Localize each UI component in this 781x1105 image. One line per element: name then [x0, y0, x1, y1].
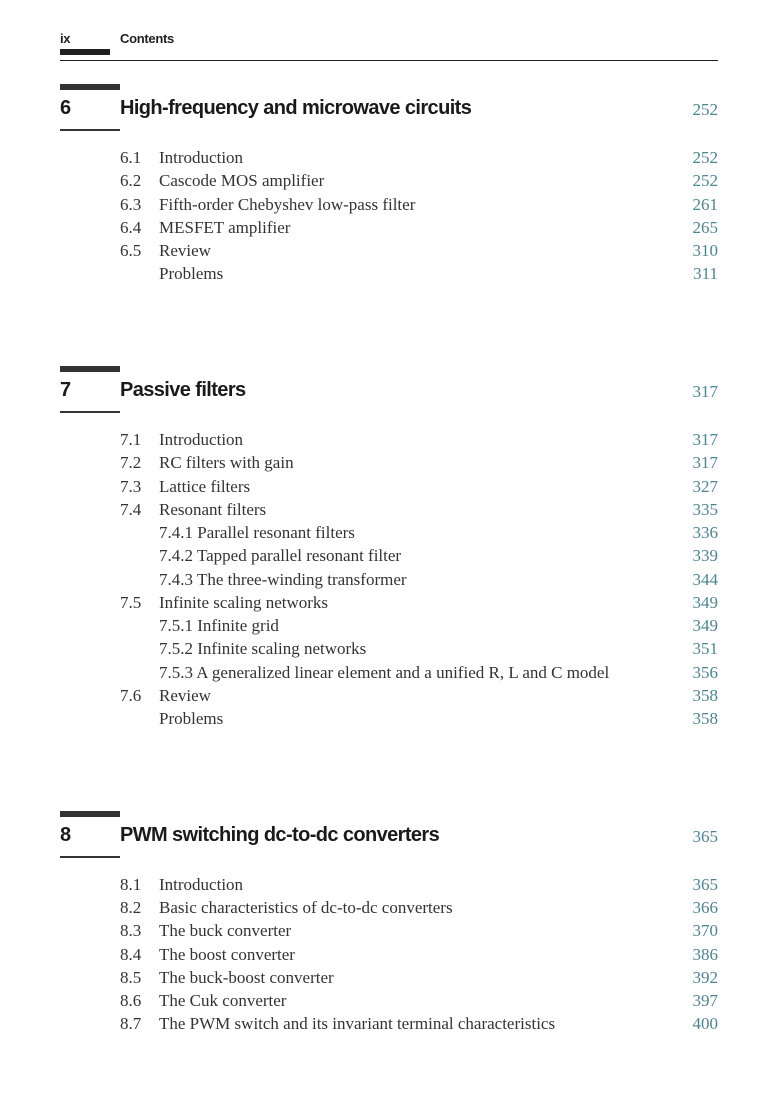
section-title: The Cuk converter: [159, 991, 287, 1010]
toc-entry: [0, 263, 781, 285]
section-page: 317: [692, 453, 718, 472]
toc-entry: [0, 545, 781, 567]
section-number: 8.4: [120, 945, 142, 964]
toc-entry: [0, 429, 781, 451]
section-title: RC filters with gain: [159, 453, 294, 472]
chapter-bar: [60, 366, 120, 372]
section-number: 8.6: [120, 991, 142, 1010]
section-number: 6.5: [120, 241, 142, 260]
section-page: 370: [692, 921, 718, 940]
chapter-number: 6: [60, 97, 71, 119]
section-title: Problems: [159, 709, 224, 728]
toc-entry: [0, 569, 781, 591]
toc-entry: [0, 194, 781, 216]
chapter-rule: [60, 411, 120, 413]
section-page: 339: [692, 546, 718, 565]
section-number: 7.4: [120, 500, 142, 519]
section-title: Introduction: [159, 148, 244, 167]
section-title: 7.4.3 The three-winding transformer: [159, 570, 407, 589]
section-title: MESFET amplifier: [159, 218, 291, 237]
toc-entry: [0, 1013, 781, 1035]
toc-entry: [0, 499, 781, 521]
section-page: 400: [692, 1014, 718, 1033]
section-title: 7.5.2 Infinite scaling networks: [159, 639, 367, 658]
header-rule: [60, 60, 718, 61]
section-title: Infinite scaling networks: [159, 593, 329, 612]
toc-entry: [0, 170, 781, 192]
toc-entry: [0, 147, 781, 169]
section-number: 7.2: [120, 453, 142, 472]
section-page: 317: [692, 430, 718, 449]
section-page: 351: [692, 639, 718, 658]
toc-entry: [0, 990, 781, 1012]
chapter-rule: [60, 129, 120, 131]
section-title: The buck converter: [159, 921, 292, 940]
section-page: 349: [692, 616, 718, 635]
section-page: 335: [692, 500, 718, 519]
section-page: 386: [692, 945, 718, 964]
section-number: 7.1: [120, 430, 142, 449]
section-title: The boost converter: [159, 945, 295, 964]
section-number: 8.5: [120, 968, 142, 987]
chapter-title: High-frequency and microwave circuits: [120, 97, 472, 119]
section-page: 252: [692, 171, 718, 190]
section-title: Problems: [159, 264, 224, 283]
section-title: The PWM switch and its invariant terminal characteristics: [159, 1014, 556, 1033]
section-page: 392: [692, 968, 718, 987]
section-page: 397: [692, 991, 718, 1010]
section-number: 6.2: [120, 171, 142, 190]
toc-entry: [0, 685, 781, 707]
running-header-title: Contents: [120, 31, 174, 46]
section-title: Introduction: [159, 430, 244, 449]
chapter-page: 252: [692, 100, 718, 119]
section-title: Review: [159, 686, 211, 705]
section-number: 8.2: [120, 898, 142, 917]
section-title: Review: [159, 241, 211, 260]
section-page: 365: [692, 875, 718, 894]
chapter-rule: [60, 856, 120, 858]
section-page: 366: [692, 898, 718, 917]
chapter-number: 8: [60, 824, 71, 846]
section-title: 7.4.1 Parallel resonant filters: [159, 523, 355, 542]
toc-entry: [0, 592, 781, 614]
chapter-page: 317: [692, 382, 718, 401]
section-page: 311: [693, 264, 718, 283]
chapter-page: 365: [692, 827, 718, 846]
section-number: 6.3: [120, 195, 142, 214]
section-number: 6.1: [120, 148, 142, 167]
chapter-number: 7: [60, 379, 71, 401]
toc-entry: [0, 522, 781, 544]
toc-entry: [0, 944, 781, 966]
section-page: 358: [692, 709, 718, 728]
section-number: 7.5: [120, 593, 142, 612]
section-number: 8.7: [120, 1014, 142, 1033]
section-title: 7.5.3 A generalized linear element and a unified R, L and C model: [159, 663, 610, 682]
section-number: 7.6: [120, 686, 142, 705]
toc-entry: [0, 967, 781, 989]
section-page: 265: [692, 218, 718, 237]
chapter-title: Passive filters: [120, 379, 246, 401]
toc-entry: [0, 708, 781, 730]
section-number: 8.1: [120, 875, 142, 894]
section-page: 261: [692, 195, 718, 214]
section-page: 327: [692, 477, 718, 496]
section-number: 8.3: [120, 921, 142, 940]
section-page: 310: [692, 241, 718, 260]
section-title: 7.5.1 Infinite grid: [159, 616, 279, 635]
toc-entry: [0, 476, 781, 498]
section-page: 252: [692, 148, 718, 167]
section-title: Basic characteristics of dc-to-dc converters: [159, 898, 453, 917]
section-title: The buck-boost converter: [159, 968, 334, 987]
section-number: 7.3: [120, 477, 142, 496]
toc-entry: [0, 662, 781, 684]
toc-entry: [0, 240, 781, 262]
page-number: ix: [60, 31, 71, 46]
toc-entry: [0, 874, 781, 896]
section-page: 349: [692, 593, 718, 612]
chapter-bar: [60, 84, 120, 90]
section-title: Resonant filters: [159, 500, 267, 519]
section-page: 358: [692, 686, 718, 705]
toc-entry: [0, 920, 781, 942]
section-title: Lattice filters: [159, 477, 251, 496]
section-title: 7.4.2 Tapped parallel resonant filter: [159, 546, 402, 565]
section-title: Fifth-order Chebyshev low-pass filter: [159, 195, 416, 214]
section-title: Introduction: [159, 875, 244, 894]
toc-entry: [0, 217, 781, 239]
section-page: 356: [692, 663, 718, 682]
section-page: 344: [692, 570, 718, 589]
chapter-bar: [60, 811, 120, 817]
toc-entry: [0, 615, 781, 637]
toc-entry: [0, 897, 781, 919]
chapter-title: PWM switching dc-to-dc converters: [120, 824, 440, 846]
toc-entry: [0, 452, 781, 474]
section-page: 336: [692, 523, 718, 542]
section-number: 6.4: [120, 218, 142, 237]
header-bar: [60, 49, 110, 55]
toc-entry: [0, 638, 781, 660]
section-title: Cascode MOS amplifier: [159, 171, 325, 190]
